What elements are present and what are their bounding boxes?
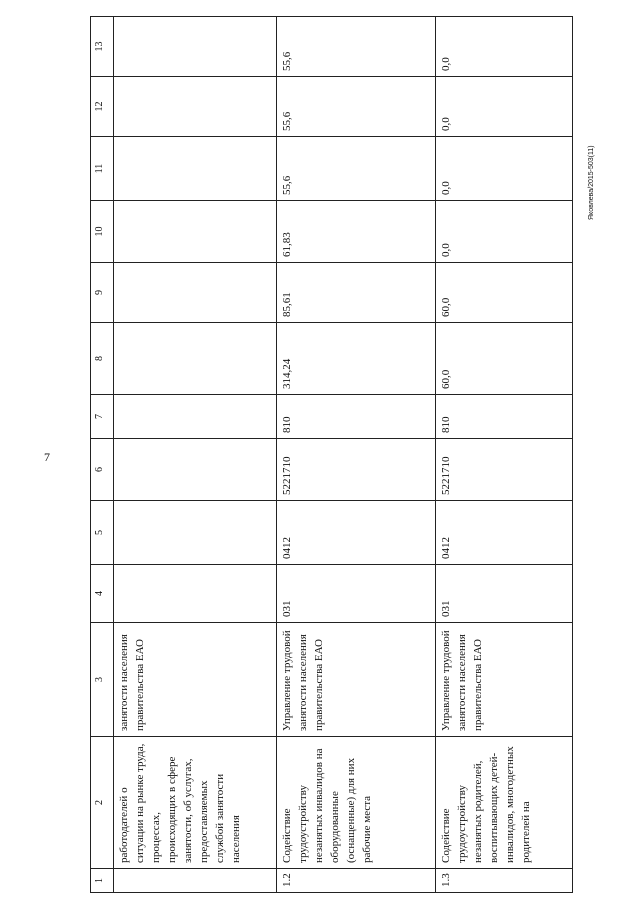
col-header-4: 4	[91, 565, 114, 623]
cell-year-3: 55,6	[277, 137, 436, 201]
cell-number: 1.2	[277, 869, 436, 893]
cell-year-5: 55,6	[277, 17, 436, 77]
cell-executor: Управление трудовой занятости населения правительства ЕАО	[277, 623, 436, 737]
cell-grbs	[114, 565, 277, 623]
cell-measure: Содействие трудоустройству незанятых родителей, воспитывающих детей-инвалидов, многодетных родителей на	[436, 737, 573, 869]
cell-vr: 810	[436, 395, 573, 439]
cell-year-1: 60,0	[436, 263, 573, 323]
col-header-5: 5	[91, 501, 114, 565]
budget-table	[90, 16, 573, 893]
col-header-6: 6	[91, 439, 114, 501]
cell-year-2: 0,0	[436, 201, 573, 263]
table-row	[277, 17, 436, 893]
cell-rzpr	[114, 501, 277, 565]
col-header-2: 2	[91, 737, 114, 869]
page-number: 7	[44, 450, 50, 464]
cell-year-5	[114, 17, 277, 77]
cell-year-4: 0,0	[436, 77, 573, 137]
cell-csr	[114, 439, 277, 501]
cell-year-1: 85,61	[277, 263, 436, 323]
cell-measure: Содействие трудоустройству незанятых инвалидов на оборудованные (оснащенные) для них рабочие места	[277, 737, 436, 869]
col-header-8: 8	[91, 323, 114, 395]
cell-executor: Управление трудовой занятости населения правительства ЕАО	[436, 623, 573, 737]
cell-total: 314,24	[277, 323, 436, 395]
cell-rzpr: 0412	[436, 501, 573, 565]
document-code: Яковлева/2015-503(11)	[588, 145, 595, 220]
cell-number: 1.3	[436, 869, 573, 893]
col-header-3: 3	[91, 623, 114, 737]
cell-year-3	[114, 137, 277, 201]
col-header-1: 1	[91, 869, 114, 893]
cell-number	[114, 869, 277, 893]
header-row	[91, 17, 114, 893]
cell-grbs: 031	[436, 565, 573, 623]
cell-vr: 810	[277, 395, 436, 439]
cell-total: 60,0	[436, 323, 573, 395]
cell-total	[114, 323, 277, 395]
rotated-table-wrapper	[90, 17, 552, 893]
col-header-12: 12	[91, 77, 114, 137]
cell-measure: работодателей о ситуации на рынке труда, процессах, происходящих в сфере занятости, об услугах, предоставляемых службой занятости населения	[114, 737, 277, 869]
col-header-7: 7	[91, 395, 114, 439]
cell-year-4: 55,6	[277, 77, 436, 137]
cell-year-4	[114, 77, 277, 137]
cell-year-3: 0,0	[436, 137, 573, 201]
col-header-10: 10	[91, 201, 114, 263]
cell-vr	[114, 395, 277, 439]
cell-year-5: 0,0	[436, 17, 573, 77]
cell-year-2: 61,83	[277, 201, 436, 263]
col-header-13: 13	[91, 17, 114, 77]
cell-csr: 5221710	[436, 439, 573, 501]
cell-csr: 5221710	[277, 439, 436, 501]
cell-grbs: 031	[277, 565, 436, 623]
cell-rzpr: 0412	[277, 501, 436, 565]
cell-year-2	[114, 201, 277, 263]
table-row	[436, 17, 573, 893]
col-header-9: 9	[91, 263, 114, 323]
col-header-11: 11	[91, 137, 114, 201]
cell-year-1	[114, 263, 277, 323]
table-row	[114, 17, 277, 893]
cell-executor: занятости населения правительства ЕАО	[114, 623, 277, 737]
